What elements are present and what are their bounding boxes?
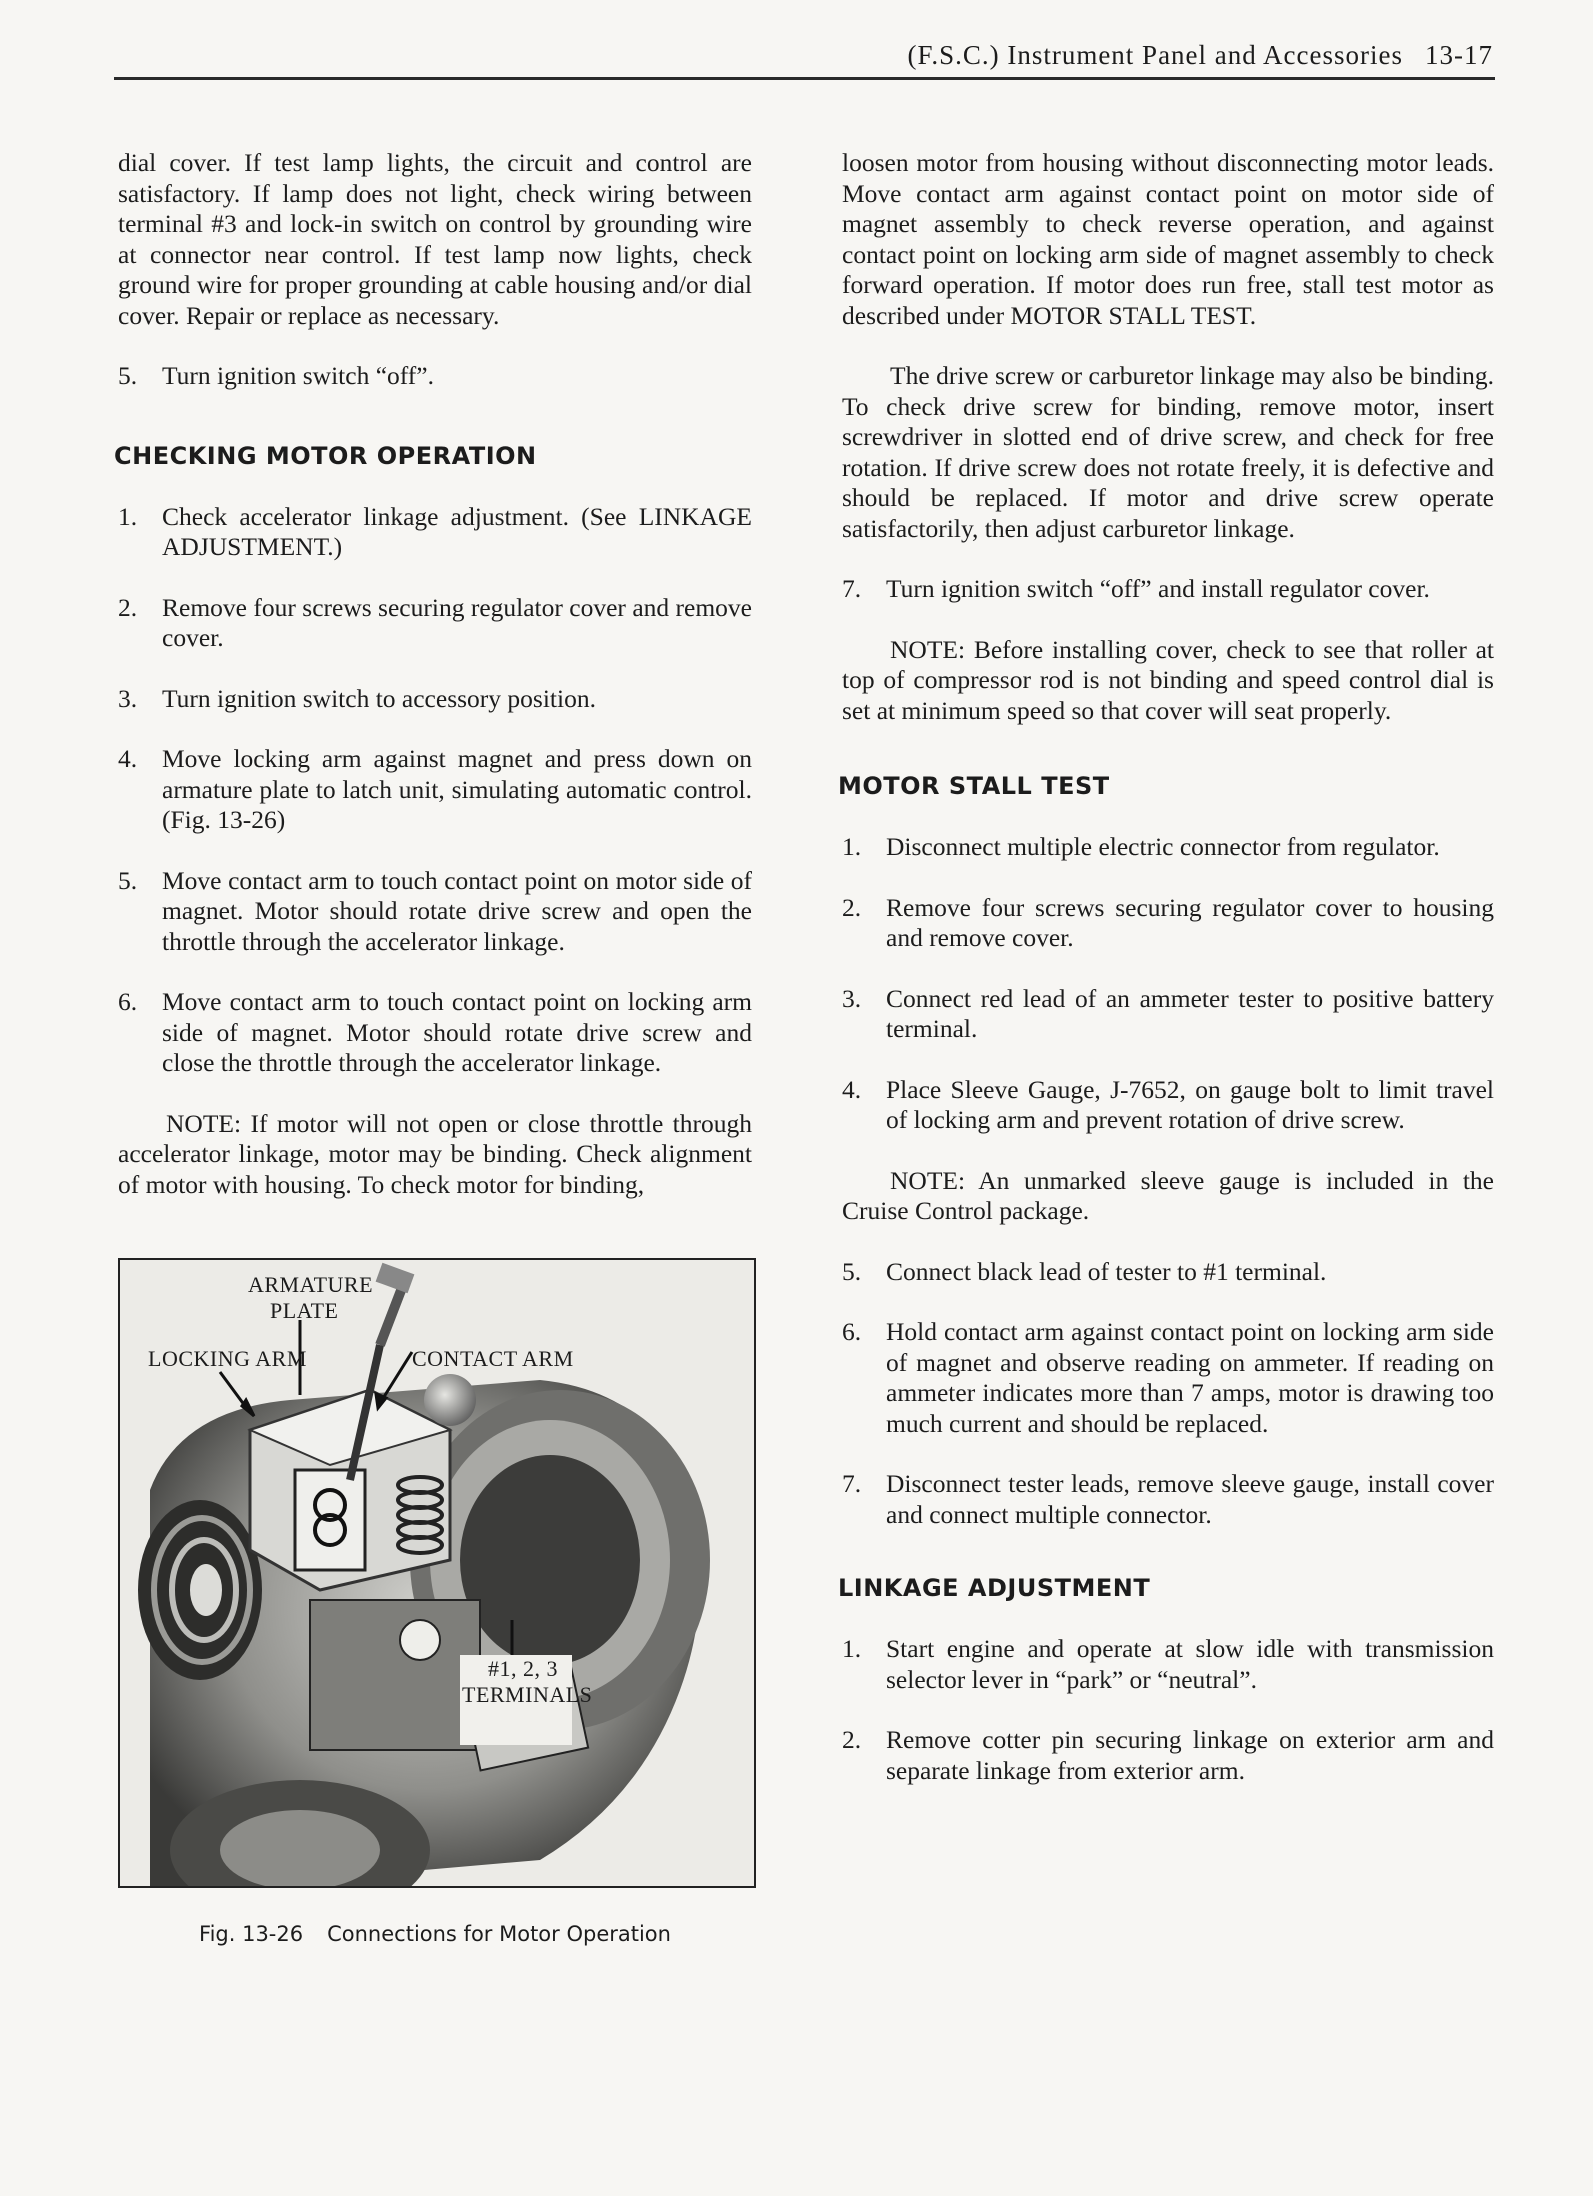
figure-caption	[118, 1922, 752, 1946]
item-text: Disconnect tester leads, remove sleeve gauge, install cover and connect multiple connector.	[886, 1469, 1494, 1529]
header-title: (F.S.C.) Instrument Panel and Accessories	[907, 40, 1403, 70]
item-number: 7.	[842, 574, 862, 603]
continued-paragraph: loosen motor from housing without disconnecting motor leads. Move contact arm against contact point on motor side of magnet assembly to check reverse operation, and against contact point on locking arm side of magnet assembly to check forward operation. If motor does run free, stall test motor as described under MOTOR STALL TEST.	[842, 148, 1494, 330]
list-item	[842, 1257, 1494, 1288]
item-5-list	[118, 361, 752, 392]
list-item	[842, 1075, 1494, 1136]
item-text: Turn ignition switch to accessory position.	[162, 683, 596, 713]
item-text: Turn ignition switch “off” and install regulator cover.	[886, 574, 1430, 603]
item-text: Move contact arm to touch contact point on motor side of magnet. Motor should rotate drive screw and open the throttle through the accelerator linkage.	[162, 865, 752, 956]
item-number: 3.	[842, 983, 862, 1013]
label-armature: ARMATURE	[248, 1272, 374, 1297]
list-item	[842, 984, 1494, 1045]
item-7-list	[842, 574, 1494, 605]
item-text: Remove four screws securing regulator cover and remove cover.	[162, 592, 752, 652]
item-text: Hold contact arm against contact point on locking arm side of magnet and observe reading on ammeter. If reading on ammeter indicates more than 7 amps, motor is drawing too much current and should be replaced.	[886, 1317, 1494, 1438]
item-number: 1.	[118, 501, 138, 531]
list-item	[118, 593, 752, 654]
left-column	[114, 148, 752, 1946]
item-number: 1.	[842, 1634, 862, 1663]
figure-number: Fig. 13-26	[199, 1922, 304, 1946]
item-number: 7.	[842, 1469, 862, 1498]
item-number: 5.	[842, 1256, 862, 1286]
note-sleeve-gauge: NOTE: An unmarked sleeve gauge is included in the Cruise Control package.	[842, 1165, 1494, 1225]
label-contact-arm: CONTACT ARM	[412, 1346, 574, 1371]
list-item	[842, 832, 1494, 863]
list-item	[118, 361, 752, 392]
item-text: Move locking arm against magnet and press down on armature plate to latch unit, simulating automatic control. (Fig. 13-26)	[162, 744, 752, 834]
header-rule	[114, 77, 1495, 80]
note-cover: NOTE: Before installing cover, check to see that roller at top of compressor rod is not binding and speed control dial is set at minimum speed so that cover will seat properly.	[842, 634, 1494, 725]
list-item	[842, 1725, 1494, 1786]
intro-paragraph: dial cover. If test lamp lights, the circuit and control are satisfactory. If lamp does not light, check wiring between terminal #3 and lock-in switch on control by grounding wire at connector near control. If test lamp now lights, check ground wire for proper grounding at cable housing and/or dial cover. Repair or replace as necessary.	[118, 148, 752, 330]
item-text: Start engine and operate at slow idle with transmission selector lever in “park” or “neutral”.	[886, 1634, 1494, 1694]
item-number: 5.	[118, 865, 138, 895]
page-number: 13-17	[1425, 40, 1493, 70]
right-column	[838, 148, 1494, 1816]
list-item	[118, 744, 752, 836]
item-number: 2.	[842, 892, 862, 922]
list-item	[842, 574, 1494, 605]
stall-steps-b	[842, 1257, 1494, 1531]
item-text: Remove four screws securing regulator cover to housing and remove cover.	[886, 892, 1494, 952]
note-binding: NOTE: If motor will not open or close throttle through accelerator linkage, motor may be binding. Check alignment of motor with housing. To check motor for binding,	[118, 1108, 752, 1199]
list-item	[842, 1317, 1494, 1439]
item-number: 3.	[118, 683, 138, 713]
item-text: Move contact arm to touch contact point on locking arm side of magnet. Motor should rotate drive screw and close the throttle through the accelerator linkage.	[162, 987, 752, 1077]
list-item	[118, 987, 752, 1079]
running-header	[907, 40, 1493, 71]
linkage-steps	[842, 1634, 1494, 1786]
item-number: 4.	[842, 1074, 862, 1104]
item-number: 1.	[842, 832, 862, 861]
item-number: 4.	[118, 744, 138, 773]
motor-operation-steps	[118, 502, 752, 1079]
section-heading-motor-stall: MOTOR STALL TEST	[838, 772, 1110, 800]
stall-steps-a	[842, 832, 1494, 1136]
list-item	[118, 502, 752, 563]
item-number: 2.	[118, 592, 138, 622]
item-text: Connect red lead of an ammeter tester to positive battery terminal.	[886, 983, 1494, 1043]
list-item	[842, 893, 1494, 954]
drive-screw-paragraph: The drive screw or carburetor linkage may also be binding. To check drive screw for binding, remove motor, insert screwdriver in slotted end of drive screw, and check for free rotation. If drive screw does not rotate freely, it is defective and should be replaced. If motor and drive screw operate satisfactorily, then adjust carburetor linkage.	[842, 361, 1494, 543]
label-terminal-numbers: #1, 2, 3	[488, 1656, 558, 1681]
item-number: 5.	[118, 361, 138, 390]
label-plate: PLATE	[270, 1298, 339, 1323]
list-item	[842, 1469, 1494, 1530]
label-terminals: TERMINALS	[462, 1682, 593, 1707]
item-text: Turn ignition switch “off”.	[162, 361, 434, 390]
item-text: Place Sleeve Gauge, J-7652, on gauge bolt to limit travel of locking arm and prevent rotation of drive screw.	[886, 1074, 1494, 1134]
item-text: Disconnect multiple electric connector from regulator.	[886, 832, 1440, 861]
list-item	[118, 684, 752, 715]
item-text: Connect black lead of tester to #1 terminal.	[886, 1256, 1327, 1286]
item-text: Check accelerator linkage adjustment. (See LINKAGE ADJUSTMENT.)	[162, 501, 752, 561]
item-number: 6.	[842, 1317, 862, 1346]
section-heading-checking-motor: CHECKING MOTOR OPERATION	[114, 441, 537, 470]
list-item	[842, 1634, 1494, 1695]
item-text: Remove cotter pin securing linkage on exterior arm and separate linkage from exterior arm.	[886, 1725, 1494, 1785]
item-number: 2.	[842, 1725, 862, 1754]
figure-caption-text: Connections for Motor Operation	[327, 1922, 671, 1946]
figure-motor-connections	[118, 1258, 756, 1888]
section-heading-linkage: LINKAGE ADJUSTMENT	[838, 1574, 1151, 1602]
item-number: 6.	[118, 987, 138, 1016]
list-item	[118, 866, 752, 958]
label-locking-arm: LOCKING ARM	[148, 1346, 307, 1371]
